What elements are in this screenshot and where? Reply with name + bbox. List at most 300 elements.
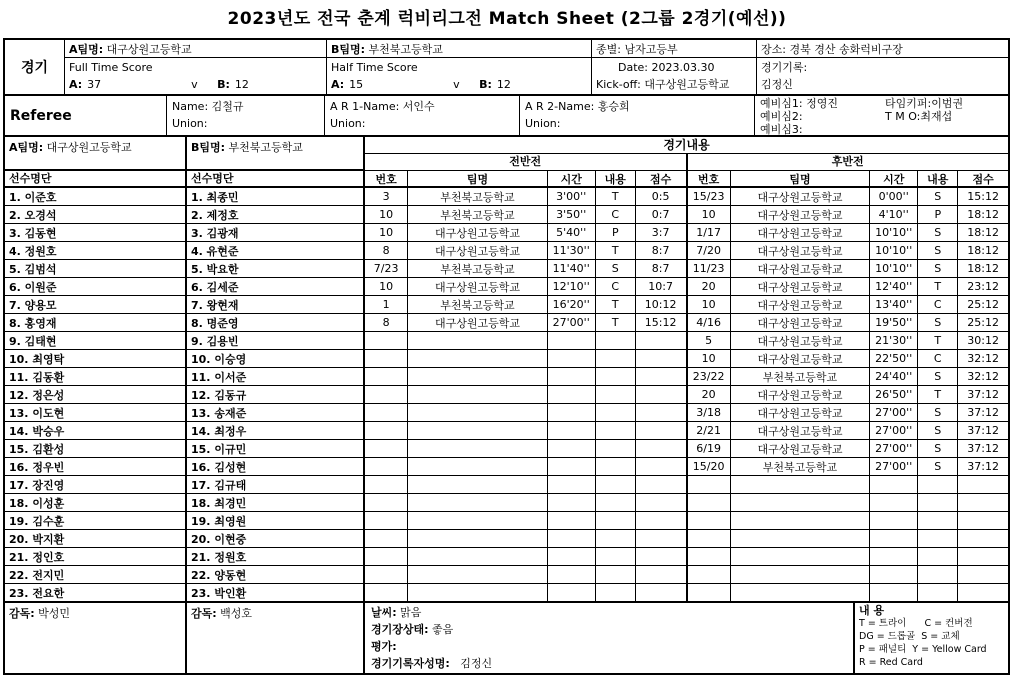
second-half-time-cell: 26'50'' xyxy=(870,386,918,403)
roster-a-rows xyxy=(5,188,185,601)
half-time-score-title: Half Time Score xyxy=(331,61,418,74)
second-half-row-5 xyxy=(688,260,1009,277)
team-a-name: 대구상원고등학교 xyxy=(106,43,192,56)
weather-label: 날씨: xyxy=(371,606,397,619)
first-half-row-13 xyxy=(365,404,688,421)
second-half-score-cell: 25:12 xyxy=(967,298,999,311)
first-half-time-cell xyxy=(548,440,596,457)
match-log-title: 경기내용 xyxy=(365,137,1008,154)
match-date: Date: 2023.03.30 xyxy=(618,61,715,74)
match-log-row-17 xyxy=(365,476,1008,494)
first-half-number-cell xyxy=(365,332,408,349)
first-half-row-14 xyxy=(365,422,688,439)
second-half-row-23 xyxy=(688,584,1009,601)
first-half-score-cell xyxy=(636,512,686,529)
main-box xyxy=(3,137,1010,603)
second-half-score-cell xyxy=(958,530,1008,547)
first-half-team-cell: 부천북고등학교 xyxy=(408,260,547,277)
first-half-score-cell xyxy=(636,440,686,457)
first-half-score-cell xyxy=(636,332,686,349)
second-half-time-cell xyxy=(870,548,918,565)
team-a-label: A팀명: xyxy=(69,43,104,56)
first-half-type-cell xyxy=(596,566,636,583)
roster-a-team-label: A팀명: xyxy=(9,141,44,154)
second-half-score-cell: 18:12 xyxy=(967,226,999,239)
roster-a-player-5: 5. 김범석 xyxy=(5,260,185,278)
first-half-row-9 xyxy=(365,332,688,349)
second-half-score-cell: 18:12 xyxy=(967,208,999,221)
footer-box xyxy=(3,603,1010,675)
match-log-row-4 xyxy=(365,242,1008,260)
first-half-team-cell xyxy=(408,368,547,385)
half-time-score-b: 12 xyxy=(496,78,511,91)
roster-b-player-21: 21. 정원호 xyxy=(187,548,363,566)
second-half-row-2 xyxy=(688,206,1009,223)
second-half-time-cell: 12'40'' xyxy=(870,278,918,295)
match-log-row-14 xyxy=(365,422,1008,440)
second-half-score-cell: 37:12 xyxy=(967,424,999,437)
roster-b-player-17: 17. 김규태 xyxy=(187,476,363,494)
second-half-label: 후반전 xyxy=(831,155,864,168)
reserve-referee-2: 예비심2: xyxy=(760,110,803,123)
first-half-score-cell xyxy=(636,530,686,547)
coach-b-cell xyxy=(187,603,365,673)
first-half-number-cell xyxy=(365,530,408,547)
first-half-type-cell xyxy=(596,368,636,385)
reserve-referee-3: 예비심3: xyxy=(760,123,803,136)
second-half-number-cell: 3/18 xyxy=(688,404,731,421)
roster-a-player-23: 23. 전요한 xyxy=(9,586,65,600)
first-half-number-cell xyxy=(365,458,408,475)
match-log-row-3 xyxy=(365,224,1008,242)
second-half-score-cell: 37:12 xyxy=(967,388,999,401)
score-b-label: B: xyxy=(217,78,230,91)
match-log-row-13 xyxy=(365,404,1008,422)
match-log-row-8 xyxy=(365,314,1008,332)
roster-a-player-19: 19. 김수훈 xyxy=(5,512,185,530)
second-half-team-cell: 부천북고등학교 xyxy=(731,458,870,475)
first-half-column-headers xyxy=(365,171,688,186)
first-half-type-cell xyxy=(596,386,636,403)
first-half-type-cell xyxy=(596,530,636,547)
full-time-score-a: 37 xyxy=(87,78,102,91)
roster-b-player-23: 23. 박인환 xyxy=(191,586,247,600)
first-half-time-cell: 5'40'' xyxy=(548,224,596,241)
first-half-row-16 xyxy=(365,458,688,475)
second-half-score-cell: 18:12 xyxy=(967,244,999,257)
second-half-time-cell xyxy=(870,530,918,547)
second-half-team-cell: 대구상원고등학교 xyxy=(731,296,870,313)
first-half-number-cell: 1 xyxy=(365,296,408,313)
second-half-row-18 xyxy=(688,494,1009,511)
first-half-time-cell: 27'00'' xyxy=(548,314,596,331)
roster-b-player-11: 11. 이서준 xyxy=(187,368,363,386)
second-half-team-cell: 대구상원고등학교 xyxy=(731,332,870,349)
second-half-type-cell: S xyxy=(918,224,958,241)
date-kickoff-block xyxy=(592,58,756,94)
second-half-number-cell: 2/21 xyxy=(688,422,731,439)
second-half-score-cell: 30:12 xyxy=(967,334,999,347)
roster-b-list-header: 선수명단 xyxy=(187,171,363,188)
first-half-team-cell xyxy=(408,512,547,529)
second-half-number-cell: 7/20 xyxy=(688,242,731,259)
second-half-type-cell: S xyxy=(918,188,958,205)
coach-a-cell xyxy=(5,603,187,673)
col-header-number: 번호 xyxy=(365,171,408,186)
first-half-number-cell: 10 xyxy=(365,224,408,241)
match-log-section xyxy=(365,137,1008,601)
second-half-number-cell: 10 xyxy=(688,206,731,223)
second-half-row-4 xyxy=(688,242,1009,259)
second-half-team-cell: 대구상원고등학교 xyxy=(731,350,870,367)
first-half-score-cell xyxy=(636,476,686,493)
roster-a-player-11: 11. 김동환 xyxy=(5,368,185,386)
legend-box xyxy=(855,603,1008,673)
record-name: 김정신 xyxy=(761,78,793,91)
first-half-score-cell xyxy=(636,350,686,367)
first-half-team-cell xyxy=(408,332,547,349)
tmo-official: T M O:최재섭 xyxy=(885,110,953,123)
half-labels-row xyxy=(365,154,1008,171)
second-half-number-cell xyxy=(688,566,731,583)
second-half-row-6 xyxy=(688,278,1009,295)
roster-b-player-12: 12. 김동규 xyxy=(187,386,363,404)
match-log-row-11 xyxy=(365,368,1008,386)
roster-a-column xyxy=(5,137,187,601)
second-half-type-cell: S xyxy=(918,422,958,439)
first-half-team-cell xyxy=(408,350,547,367)
second-half-team-cell xyxy=(731,548,870,565)
second-half-type-cell: S xyxy=(918,404,958,421)
second-half-score-cell xyxy=(958,584,1008,601)
second-half-number-cell: 4/16 xyxy=(688,314,731,331)
first-half-time-cell: 12'10'' xyxy=(548,278,596,295)
first-half-team-cell xyxy=(408,494,547,511)
first-half-team-cell xyxy=(408,566,547,583)
ar1-name: A R 1-Name: 서인수 xyxy=(330,100,435,113)
first-half-row-6 xyxy=(365,278,688,295)
second-half-row-9 xyxy=(688,332,1009,349)
second-half-number-cell xyxy=(688,494,731,511)
roster-a-player-15: 15. 김환성 xyxy=(5,440,185,458)
full-time-score-b: 12 xyxy=(234,78,249,91)
first-half-type-cell xyxy=(596,512,636,529)
second-half-time-cell: 13'40'' xyxy=(870,296,918,313)
venue-cell xyxy=(757,40,1008,94)
reserve-referee-1: 예비심1: 정영진 xyxy=(760,97,838,110)
roster-b-column xyxy=(187,137,365,601)
legend-line-4: R = Red Card xyxy=(859,657,923,668)
reserve-officials-cell xyxy=(755,96,1008,137)
first-half-type-cell: C xyxy=(596,206,636,223)
col-header-team: 팀명 xyxy=(408,171,547,186)
first-half-number-cell: 7/23 xyxy=(365,260,408,277)
recorder-line xyxy=(371,655,847,672)
first-half-team-cell xyxy=(408,584,547,601)
second-half-time-cell: 0'00'' xyxy=(870,188,918,205)
roster-a-player-1: 1. 이준호 xyxy=(5,188,185,206)
coach-b-name: 백성호 xyxy=(220,607,253,620)
first-half-time-cell xyxy=(548,530,596,547)
roster-b-player-14: 14. 최정우 xyxy=(187,422,363,440)
roster-a-player-6: 6. 이원준 xyxy=(5,278,185,296)
first-half-type-cell: T xyxy=(596,296,636,313)
second-half-time-cell xyxy=(870,512,918,529)
category-line: 종별: 남자고등부 xyxy=(592,40,756,58)
first-half-time-cell xyxy=(548,368,596,385)
second-half-type-cell: T xyxy=(918,332,958,349)
first-half-time-cell xyxy=(548,332,596,349)
second-half-score-cell: 23:12 xyxy=(967,280,999,293)
col-header-type: 내용 xyxy=(918,171,958,186)
first-half-team-cell: 부천북고등학교 xyxy=(408,206,547,223)
first-half-number-cell xyxy=(365,350,408,367)
first-half-score-cell xyxy=(636,422,686,439)
first-half-number-cell xyxy=(365,512,408,529)
half-time-score-block xyxy=(327,58,591,94)
second-half-type-cell: C xyxy=(918,296,958,313)
first-half-row-21 xyxy=(365,548,688,565)
second-half-number-cell: 15/23 xyxy=(688,188,731,205)
first-half-row-11 xyxy=(365,368,688,385)
second-half-team-cell: 대구상원고등학교 xyxy=(731,260,870,277)
first-half-number-cell xyxy=(365,386,408,403)
timekeeper: 타임키퍼:이범권 xyxy=(885,97,964,110)
first-half-team-cell xyxy=(408,476,547,493)
first-half-score-cell: 10:7 xyxy=(648,280,673,293)
second-half-team-cell: 대구상원고등학교 xyxy=(731,386,870,403)
roster-b-player-6: 6. 김세준 xyxy=(187,278,363,296)
first-half-row-10 xyxy=(365,350,688,367)
second-half-row-8 xyxy=(688,314,1009,331)
roster-a-player-20: 20. 박지환 xyxy=(5,530,185,548)
col-header-time: 시간 xyxy=(870,171,918,186)
full-time-score-title: Full Time Score xyxy=(69,61,153,74)
second-half-team-cell xyxy=(731,566,870,583)
match-log-row-23 xyxy=(365,584,1008,601)
assistant-referee1-cell xyxy=(325,96,520,137)
second-half-time-cell: 19'50'' xyxy=(870,314,918,331)
second-half-number-cell: 10 xyxy=(688,296,731,313)
col-header-score: 점수 xyxy=(972,172,994,186)
first-half-type-cell xyxy=(596,548,636,565)
first-half-score-cell: 8:7 xyxy=(651,244,670,257)
timekeeper-tmo-column xyxy=(885,97,1003,136)
second-half-team-cell xyxy=(731,476,870,493)
roster-a-player-18: 18. 이성훈 xyxy=(5,494,185,512)
first-half-number-cell xyxy=(365,404,408,421)
second-half-score-cell: 18:12 xyxy=(967,262,999,275)
second-half-score-cell xyxy=(958,494,1008,511)
roster-a-player-7: 7. 양용모 xyxy=(5,296,185,314)
roster-b-team-cell xyxy=(187,137,363,171)
first-half-time-cell xyxy=(548,512,596,529)
second-half-type-cell: S xyxy=(918,458,958,475)
first-half-team-cell xyxy=(408,458,547,475)
col-header-score: 점수 xyxy=(650,172,672,186)
second-half-type-cell xyxy=(918,566,958,583)
roster-a-player-3: 3. 김동현 xyxy=(5,224,185,242)
second-half-number-cell: 10 xyxy=(688,350,731,367)
roster-b-team-name: 부천북고등학교 xyxy=(228,141,303,154)
second-half-row-22 xyxy=(688,566,1009,583)
first-half-score-cell xyxy=(636,458,686,475)
roster-a-player-16: 16. 정우빈 xyxy=(5,458,185,476)
first-half-time-cell: 11'30'' xyxy=(548,242,596,259)
recorder-value: 김정신 xyxy=(449,657,493,670)
second-half-score-cell: 37:12 xyxy=(967,460,999,473)
first-half-row-12 xyxy=(365,386,688,403)
second-half-team-cell: 대구상원고등학교 xyxy=(731,422,870,439)
first-half-time-cell: 3'50'' xyxy=(548,206,596,223)
first-half-score-cell: 0:7 xyxy=(651,208,670,221)
second-half-score-cell xyxy=(958,512,1008,529)
match-log-row-18 xyxy=(365,494,1008,512)
first-half-score-cell xyxy=(636,566,686,583)
match-log-row-12 xyxy=(365,386,1008,404)
second-half-type-cell xyxy=(918,494,958,511)
second-half-number-cell: 1/17 xyxy=(688,224,731,241)
roster-b-team-label: B팀명: xyxy=(191,141,226,154)
second-half-time-cell: 10'10'' xyxy=(870,224,918,241)
team-a-header-cell xyxy=(65,40,327,94)
team-b-name-line xyxy=(327,40,591,58)
roster-b-player-5: 5. 박요한 xyxy=(187,260,363,278)
second-half-number-cell: 23/22 xyxy=(688,368,731,385)
second-half-team-cell xyxy=(731,512,870,529)
col-header-team: 팀명 xyxy=(731,171,870,186)
match-log-row-21 xyxy=(365,548,1008,566)
match-log-row-22 xyxy=(365,566,1008,584)
roster-a-team-cell xyxy=(5,137,185,171)
second-half-row-12 xyxy=(688,386,1009,403)
page-title: 2023년도 전국 춘계 럭비리그전 Match Sheet (2그룹 2경기(예선)) xyxy=(227,9,787,29)
header-row-teams xyxy=(5,40,1008,94)
roster-a-player-10: 10. 최영탁 xyxy=(5,350,185,368)
field-condition-label: 경기장상태: xyxy=(371,623,429,636)
match-log-row-9 xyxy=(365,332,1008,350)
first-half-team-cell xyxy=(408,422,547,439)
first-half-team-cell: 대구상원고등학교 xyxy=(408,314,547,331)
field-condition-line xyxy=(371,621,847,638)
second-half-row-1 xyxy=(688,188,1009,205)
first-half-type-cell xyxy=(596,422,636,439)
second-half-score-cell xyxy=(958,476,1008,493)
roster-b-player-22: 22. 양동현 xyxy=(187,566,363,584)
referee-row xyxy=(5,94,1008,137)
first-half-label: 전반전 xyxy=(365,154,688,170)
second-half-type-cell xyxy=(918,584,958,601)
first-half-time-cell xyxy=(548,476,596,493)
second-half-number-cell: 20 xyxy=(688,278,731,295)
second-half-number-cell xyxy=(688,548,731,565)
weather-value: 맑음 xyxy=(396,606,422,619)
second-half-time-cell: 27'00'' xyxy=(870,422,918,439)
second-half-row-16 xyxy=(688,458,1009,475)
first-half-time-cell: 3'00'' xyxy=(548,188,596,205)
roster-a-player-14: 14. 박승우 xyxy=(5,422,185,440)
score-a-label: A: xyxy=(331,78,345,91)
first-half-row-3 xyxy=(365,224,688,241)
second-half-team-cell: 대구상원고등학교 xyxy=(731,314,870,331)
second-half-team-cell: 대구상원고등학교 xyxy=(731,404,870,421)
first-half-score-cell xyxy=(636,404,686,421)
roster-a-list-header: 선수명단 xyxy=(5,171,185,188)
first-half-team-cell xyxy=(408,440,547,457)
first-half-type-cell: S xyxy=(596,260,636,277)
roster-b-player-8: 8. 명준영 xyxy=(187,314,363,332)
second-half-type-cell: S xyxy=(918,260,958,277)
first-half-time-cell xyxy=(548,548,596,565)
first-half-type-cell xyxy=(596,584,636,601)
col-header-type: 내용 xyxy=(596,171,636,186)
second-half-number-cell: 11/23 xyxy=(688,260,731,277)
match-log-row-5 xyxy=(365,260,1008,278)
first-half-team-cell xyxy=(408,404,547,421)
second-half-score-cell: 37:12 xyxy=(967,442,999,455)
second-half-time-cell: 4'10'' xyxy=(870,206,918,223)
evaluation-label: 평가: xyxy=(371,640,397,653)
roster-a-player-4: 4. 정원호 xyxy=(5,242,185,260)
second-half-row-15 xyxy=(688,440,1009,457)
first-half-score-cell xyxy=(636,548,686,565)
second-half-time-cell xyxy=(870,494,918,511)
first-half-time-cell xyxy=(548,566,596,583)
second-half-time-cell: 21'30'' xyxy=(870,332,918,349)
header-box xyxy=(3,38,1010,137)
second-half-score-cell xyxy=(958,548,1008,565)
ar2-union: Union: xyxy=(525,117,561,130)
venue-line: 장소: 경북 경산 송화럭비구장 xyxy=(757,40,1008,58)
roster-a-player-22: 22. 전지민 xyxy=(5,566,185,584)
first-half-type-cell xyxy=(596,476,636,493)
roster-a-player-13: 13. 이도현 xyxy=(5,404,185,422)
roster-b-player-18: 18. 최경민 xyxy=(187,494,363,512)
first-half-score-cell xyxy=(636,584,686,601)
second-half-column-headers xyxy=(688,171,1009,186)
first-half-number-cell: 8 xyxy=(365,242,408,259)
second-half-type-cell xyxy=(918,548,958,565)
second-half-number-cell xyxy=(688,512,731,529)
second-half-score-cell xyxy=(958,566,1008,583)
first-half-row-4 xyxy=(365,242,688,259)
second-half-time-cell xyxy=(870,584,918,601)
roster-a-player-17: 17. 장진영 xyxy=(5,476,185,494)
second-half-time-cell: 27'00'' xyxy=(870,404,918,421)
second-half-team-cell: 대구상원고등학교 xyxy=(731,278,870,295)
second-half-type-cell xyxy=(918,530,958,547)
second-half-time-cell xyxy=(870,476,918,493)
referee-name-cell xyxy=(167,96,325,137)
first-half-number-cell: 10 xyxy=(365,278,408,295)
second-half-time-cell: 10'10'' xyxy=(870,242,918,259)
first-half-number-cell: 3 xyxy=(365,188,408,205)
legend-line-3: P = 패널티 Y = Yellow Card xyxy=(859,644,987,655)
second-half-score-cell: 25:12 xyxy=(967,316,999,329)
recorder-label: 경기기록자성명: xyxy=(371,657,450,670)
first-half-number-cell xyxy=(365,422,408,439)
versus-mark: v xyxy=(191,78,198,91)
referee-name: Name: 김철규 xyxy=(172,100,244,113)
category-cell xyxy=(592,40,757,94)
first-half-row-23 xyxy=(365,584,688,601)
first-half-score-cell: 8:7 xyxy=(651,262,670,275)
first-half-score-cell xyxy=(636,494,686,511)
roster-b-player-9: 9. 김용빈 xyxy=(187,332,363,350)
roster-b-player-15: 15. 이규민 xyxy=(187,440,363,458)
second-half-number-cell xyxy=(688,530,731,547)
first-half-row-1 xyxy=(365,188,688,205)
